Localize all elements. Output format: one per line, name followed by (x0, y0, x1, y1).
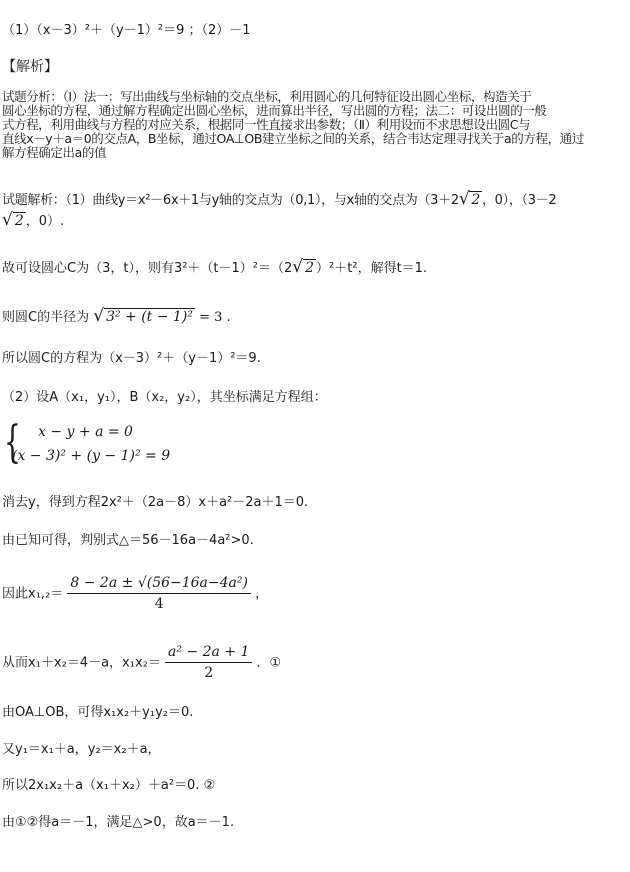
solution-line-10 (2, 645, 281, 681)
analysis-line: 圆心坐标的方程，通过解方程确定出圆心坐标，进而算出半径，写出圆的方程；法二：可设出圆的一般 (2, 103, 547, 118)
analysis-line: 解方程确定出a的值 (2, 145, 107, 160)
solution-text: ）²＋t²，解得t＝1. (316, 261, 428, 276)
radius-sqrt: √ 3² + (t − 1)² (93, 306, 193, 326)
solution-text: ，0）. (25, 214, 65, 229)
solution-line-9 (2, 576, 268, 612)
analysis-line: 直线x－y＋a＝0的交点A，B坐标，通过OA⊥OB建立坐标之间的关系，结合韦达定理寻找关于a的方程，通过 (2, 131, 584, 146)
solution-text: 因此x₁,₂＝ (2, 586, 64, 602)
fraction-numerator: a² − 2a + 1 (165, 645, 252, 663)
solution-line-1 (2, 189, 557, 209)
analysis-line: 式方程，利用曲线与方程的对应关系，根据同一性直接求出参数；（Ⅱ）利用设而不求思想设出圆C与 (2, 117, 531, 132)
solution-line-7: 消去y，得到方程2x²＋（2a－8）x＋a²－2a＋1＝0. (2, 495, 309, 510)
answer-line: （1）（x－3）²＋（y－1）²＝9 ；（2）－1 (2, 23, 251, 38)
solution-text: 故可设圆心C为（3，t），则有3²＋（t－1）²＝（2 (2, 261, 293, 276)
root-fraction (67, 576, 251, 612)
solution-line-11: 由OA⊥OB，可得x₁x₂＋y₁y₂＝0. (2, 705, 194, 720)
solution-line-14: 由①②得a＝－1，满足△>0，故a＝－1. (2, 815, 235, 830)
solution-text: 从而x₁＋x₂＝4－a，x₁x₂＝ (2, 655, 161, 671)
solution-line-5: 所以圆C的方程为（x－3）²＋（y－1）²＝9. (2, 351, 261, 366)
sqrt-2: √ 2 (2, 210, 24, 230)
fraction-denominator: 2 (204, 665, 214, 681)
solution-text: ．① (256, 655, 282, 671)
product-fraction (165, 645, 252, 681)
analysis-header: 【解析】 (2, 59, 58, 75)
solution-line-4 (2, 306, 231, 326)
solution-text: ， (255, 586, 269, 602)
solution-line-6: （2）设A（x₁，y₁），B（x₂，y₂），其坐标满足方程组： (2, 390, 327, 405)
solution-line-13: 所以2x₁x₂＋a（x₁＋x₂）＋a²＝0. ② (2, 778, 216, 793)
solution-line-2 (2, 210, 65, 230)
solution-text: = 3 . (199, 310, 231, 325)
sqrt-2: √ 2 (458, 189, 480, 209)
analysis-paragraph (2, 90, 628, 160)
sqrt-2: √ 2 (292, 257, 315, 277)
solution-line-12: 又y₁＝x₁＋a，y₂＝x₂＋a， (2, 742, 161, 757)
solution-text: ，0），（3－2 (481, 193, 557, 208)
system-equation-2: (x − 3)² + (y − 1)² = 9 (12, 448, 171, 464)
solution-line-3 (2, 257, 428, 277)
solution-text: 试题解析：（1）曲线y＝x²－6x＋1与y轴的交点为（0,1），与x轴的交点为（3＋2 (2, 193, 459, 208)
system-equation-1: x − y + a = 0 (38, 424, 133, 440)
solution-text: 则圆C的半径为 (2, 310, 90, 325)
solution-line-8: 由已知可得，判别式△＝56－16a－4a²>0. (2, 533, 254, 548)
analysis-line: 试题分析：（Ⅰ）法一：写出曲线与坐标轴的交点坐标，利用圆心的几何特征设出圆心坐标，构造关于 (2, 89, 532, 104)
brace-icon: { (4, 417, 21, 468)
fraction-numerator: 8 − 2a ± √(56−16a−4a²) (67, 576, 251, 594)
fraction-denominator: 4 (154, 596, 164, 612)
